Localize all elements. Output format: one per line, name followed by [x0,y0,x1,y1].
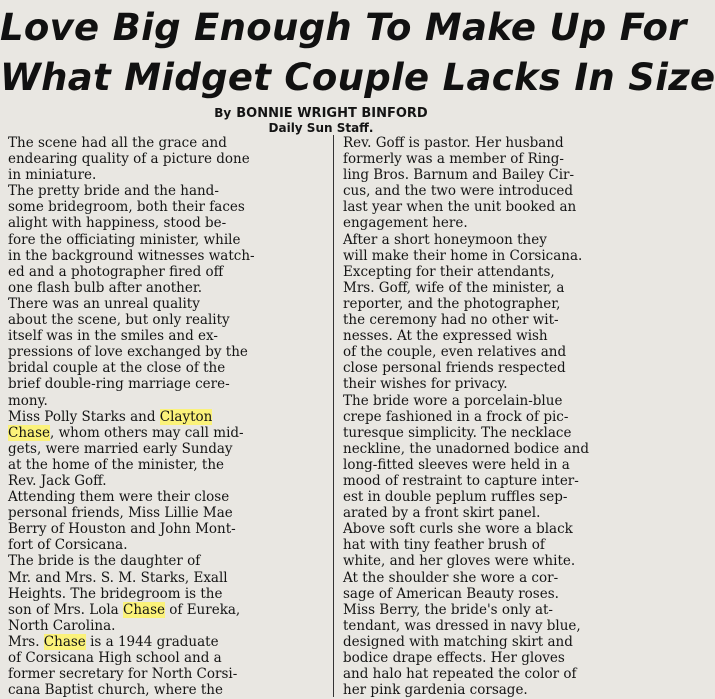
byline-prefix: By [214,106,232,120]
article-line: nesses. At the expressed wish [343,328,548,345]
article-line: After a short honeymoon they [343,231,547,248]
article-line: turesque simplicity. The necklace [343,424,572,441]
article-line: tendant, was dressed in navy blue, [343,617,581,634]
article-line: Berry of Houston and John Mont- [8,521,236,538]
article-line: The pretty bride and the hand- [8,183,219,200]
article-line: arated by a front skirt panel. [343,505,541,522]
article-line: Attending them were their close [8,489,230,506]
article-line: endearing quality of a picture done [8,151,250,168]
article-line: long-fitted sleeves were held in a [343,456,570,473]
article-line: bodice drape effects. Her gloves [343,650,565,666]
article-line: Mrs. Chase is a 1944 graduate [8,633,219,650]
article-line: their wishes for privacy. [343,376,508,393]
highlighted-term: Chase [123,601,165,618]
article-line: the ceremony had no other wit- [343,312,559,329]
article-line: will make their home in Corsicana. [343,247,583,264]
byline-staff: Daily Sun Staff. [268,121,374,135]
article-line: ed and a photographer fired off [8,263,224,280]
article-line: close personal friends respected [343,360,566,377]
article-line: itself was in the smiles and ex- [8,328,218,345]
article-line: At the shoulder she wore a cor- [343,569,559,586]
article-column-left [8,135,325,698]
article-line: Rev. Goff is pastor. Her husband [343,135,564,151]
article-line: of Corsicana High school and a [8,650,222,666]
article-line: personal friends, Miss Lillie Mae [8,505,233,522]
article-line: Mr. and Mrs. S. M. Starks, Exall [8,569,228,586]
article-line: in the background witnesses watch- [8,247,255,264]
article-line: est in double peplum ruffles sep- [343,489,568,506]
headline-line-2: What Midget Couple Lacks In Size [0,56,715,99]
article-line: fore the officiating minister, while [8,231,241,248]
article-line: designed with matching skirt and [343,633,573,650]
headline-line-1: Love Big Enough To Make Up For [0,6,687,49]
article-line: hat with tiny feather brush of [343,537,545,554]
article-line: last year when the unit booked an [343,199,577,216]
article-line: gets, were married early Sunday [8,440,233,457]
article-line: mood of restraint to capture inter- [343,472,579,489]
article-line: Heights. The bridegroom is the [8,585,223,602]
article-line: former secretary for North Corsi- [8,666,238,683]
article-line: in miniature. [8,167,97,184]
article-line: The scene had all the grace and [8,135,227,151]
article-line: of the couple, even relatives and [343,344,567,361]
article-line: cus, and the two were introduced [343,183,574,200]
article-line: Miss Polly Starks and Clayton [8,408,213,425]
article-line: reporter, and the photographer, [343,295,561,312]
article-line: and halo hat repeated the color of [343,666,577,683]
article-line: at the home of the minister, the [8,456,225,473]
article-line: neckline, the unadorned bodice and [343,440,589,457]
article-line: about the scene, but only reality [8,312,230,329]
byline-author: BONNIE WRIGHT BINFORD [236,106,428,121]
highlighted-term: Chase [8,424,50,441]
article-line: mony. [8,392,48,409]
article-line: There was an unreal quality [8,295,200,312]
article-line: white, and her gloves were white. [343,553,576,570]
article-line: brief double-ring marriage cere- [8,376,230,393]
article-column-right [343,135,633,698]
article-line: crepe fashioned in a frock of pic- [343,408,569,425]
article-line: pressions of love exchanged by the [8,344,248,361]
article-line: Rev. Jack Goff. [8,472,107,489]
article-line: Above soft curls she wore a black [343,521,573,538]
article-line: The bride is the daughter of [8,553,201,570]
article-line: ling Bros. Barnum and Bailey Cir- [343,167,575,184]
highlighted-term: Clayton [159,408,213,425]
article-line: Excepting for their attendants, [343,263,555,280]
article-line: bridal couple at the close of the [8,360,226,377]
article-line: Chase, whom others may call mid- [8,424,244,441]
article-line: North Carolina. [8,617,116,634]
article-line: some bridegroom, both their faces [8,199,245,216]
article-line: sage of American Beauty roses. [343,585,559,602]
column-divider [333,135,334,697]
article-line: formerly was a member of Ring- [343,151,564,168]
highlighted-term: Chase [43,633,86,650]
article-line: fort of Corsicana. [8,537,128,554]
article-line: engagement here. [343,215,468,232]
article-line: alight with happiness, stood be- [8,215,227,232]
article-line: Mrs. Goff, wife of the minister, a [343,279,565,296]
article-line: one flash bulb after another. [8,279,203,296]
article-line: The bride wore a porcelain-blue [343,392,563,409]
article-line: cana Baptist church, where the [8,682,223,699]
article-line: Miss Berry, the bride's only at- [343,601,553,618]
article-line: her pink gardenia corsage. [343,682,528,699]
byline [0,106,642,121]
article-line: son of Mrs. Lola Chase of Eureka, [8,601,241,618]
